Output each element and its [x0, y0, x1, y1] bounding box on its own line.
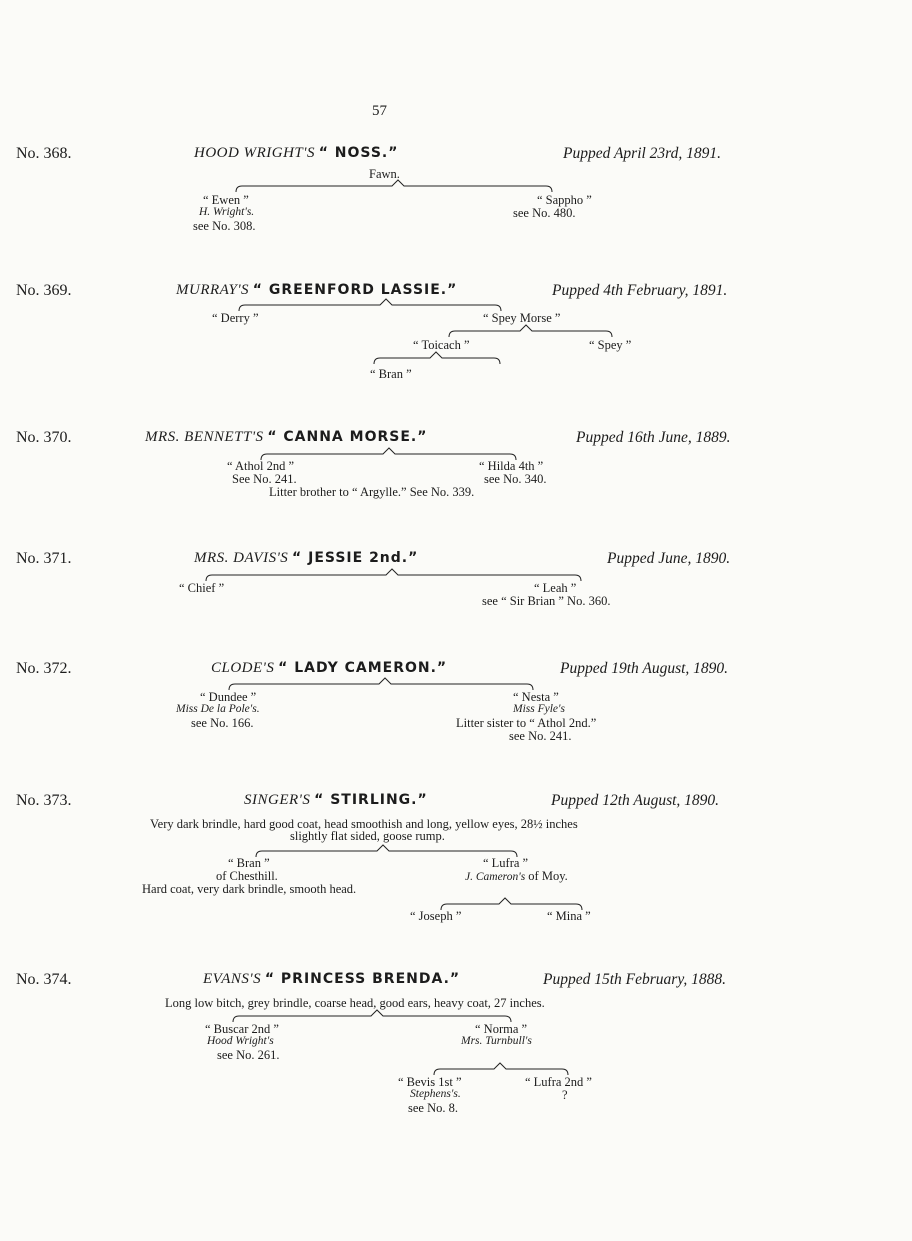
dam-owner: Mrs. Turnbull's [461, 1035, 532, 1047]
pupped-date: Pupped 4th February, 1891. [552, 282, 728, 299]
entry-owner: HOOD WRIGHT'S [194, 145, 315, 161]
dam-name: “ Leah ” [534, 581, 577, 595]
dam-owner: J. Cameron's [465, 871, 526, 883]
dam-name: “ Sappho ” [537, 193, 592, 207]
entry-number: No. 370. [16, 429, 72, 446]
dam-sire-name: “ Bevis 1st ” [398, 1075, 462, 1089]
entry-owner: CLODE'S [211, 660, 275, 676]
dam-ref: see No. 480. [513, 206, 576, 220]
sire-place: of Chesthill. [216, 869, 278, 883]
sire-owner: Hood Wright's [207, 1035, 274, 1047]
entry-number: No. 369. [16, 282, 72, 299]
entry-owner: MRS. BENNETT'S [145, 429, 264, 445]
entry-number: No. 371. [16, 550, 72, 567]
description-line-1: Long low bitch, grey brindle, coarse head, good ears, heavy coat, 27 inches. [165, 996, 545, 1010]
pupped-date: Pupped 12th August, 1890. [551, 792, 720, 809]
entry-number: No. 368. [16, 145, 72, 162]
sire-ref: see No. 308. [193, 219, 256, 233]
litter-note: Litter brother to “ Argylle.” See No. 339. [269, 485, 475, 499]
sire-name: “ Derry ” [212, 311, 259, 325]
entry-owner: EVANS'S [203, 971, 262, 987]
pupped-date: Pupped 19th August, 1890. [560, 660, 729, 677]
dam-name: “ Hilda 4th ” [479, 459, 544, 473]
dam-name: “ Nesta ” [513, 690, 559, 704]
dam-name: “ Spey Morse ” [483, 311, 561, 325]
dam-dam-name: “ Mina ” [547, 909, 591, 923]
dam-ref: see No. 340. [484, 472, 547, 486]
dam-sire-name: “ Toicach ” [413, 338, 470, 352]
dam-ref: see “ Sir Brian ” No. 360. [482, 594, 611, 608]
dam-sire-ref: see No. 8. [408, 1101, 458, 1115]
entry-dog-name: “ NOSS.” [318, 145, 399, 161]
colour: Fawn. [369, 167, 400, 181]
dam-owner: Miss Fyle's [513, 703, 565, 715]
dam-name: “ Lufra ” [483, 856, 529, 870]
sire-name: “ Athol 2nd ” [227, 459, 295, 473]
grand-sire-name: “ Bran ” [370, 367, 412, 381]
sire-ref: see No. 166. [191, 716, 254, 730]
entry-number: No. 372. [16, 660, 72, 677]
entry-dog-name: “ PRINCESS BRENDA.” [264, 971, 461, 987]
description-line-2: slightly flat sided, goose rump. [290, 829, 445, 843]
sire-owner: Miss De la Pole's. [176, 703, 260, 715]
dam-dam-ref: ? [562, 1088, 568, 1102]
sire-name: “ Chief ” [179, 581, 225, 595]
entry-owner: MRS. DAVIS'S [194, 550, 289, 566]
dam-note: Litter sister to “ Athol 2nd.” [456, 716, 597, 730]
pupped-date: Pupped June, 1890. [607, 550, 731, 567]
sire-name: “ Buscar 2nd ” [205, 1022, 279, 1036]
entry-dog-name: “ CANNA MORSE.” [267, 429, 428, 445]
sire-owner: H. Wright's. [199, 206, 255, 218]
dam-owner-suffix: of Moy. [528, 869, 568, 883]
sire-name: “ Ewen ” [203, 193, 249, 207]
entry-dog-name: “ LADY CAMERON.” [278, 660, 448, 676]
entry-dog-name: “ STIRLING.” [314, 792, 428, 808]
sire-ref: See No. 241. [232, 472, 297, 486]
entry-dog-name: “ JESSIE 2nd.” [292, 550, 419, 566]
sire-ref: see No. 261. [217, 1048, 280, 1062]
dam-dam-name: “ Spey ” [589, 338, 632, 352]
entry-owner: SINGER'S [244, 792, 311, 808]
pupped-date: Pupped April 23rd, 1891. [563, 145, 722, 162]
dam-sire-name: “ Joseph ” [410, 909, 462, 923]
sire-name: “ Bran ” [228, 856, 270, 870]
dam-sire-owner: Stephens's. [410, 1088, 461, 1100]
entry-owner: MURRAY'S [176, 282, 250, 298]
dam-ref: see No. 241. [509, 729, 572, 743]
description-line-1: Very dark brindle, hard good coat, head smoothish and long, yellow eyes, 28½ inches [150, 817, 578, 831]
entry-dog-name: “ GREENFORD LASSIE.” [252, 282, 458, 298]
dam-name: “ Norma ” [475, 1022, 528, 1036]
entry-number: No. 374. [16, 971, 72, 988]
dam-dam-name: “ Lufra 2nd ” [525, 1075, 592, 1089]
pupped-date: Pupped 16th June, 1889. [576, 429, 731, 446]
sire-description: Hard coat, very dark brindle, smooth head. [142, 882, 357, 896]
pupped-date: Pupped 15th February, 1888. [543, 971, 726, 988]
page-number: 57 [372, 103, 387, 119]
entry-number: No. 373. [16, 792, 72, 809]
sire-name: “ Dundee ” [200, 690, 257, 704]
